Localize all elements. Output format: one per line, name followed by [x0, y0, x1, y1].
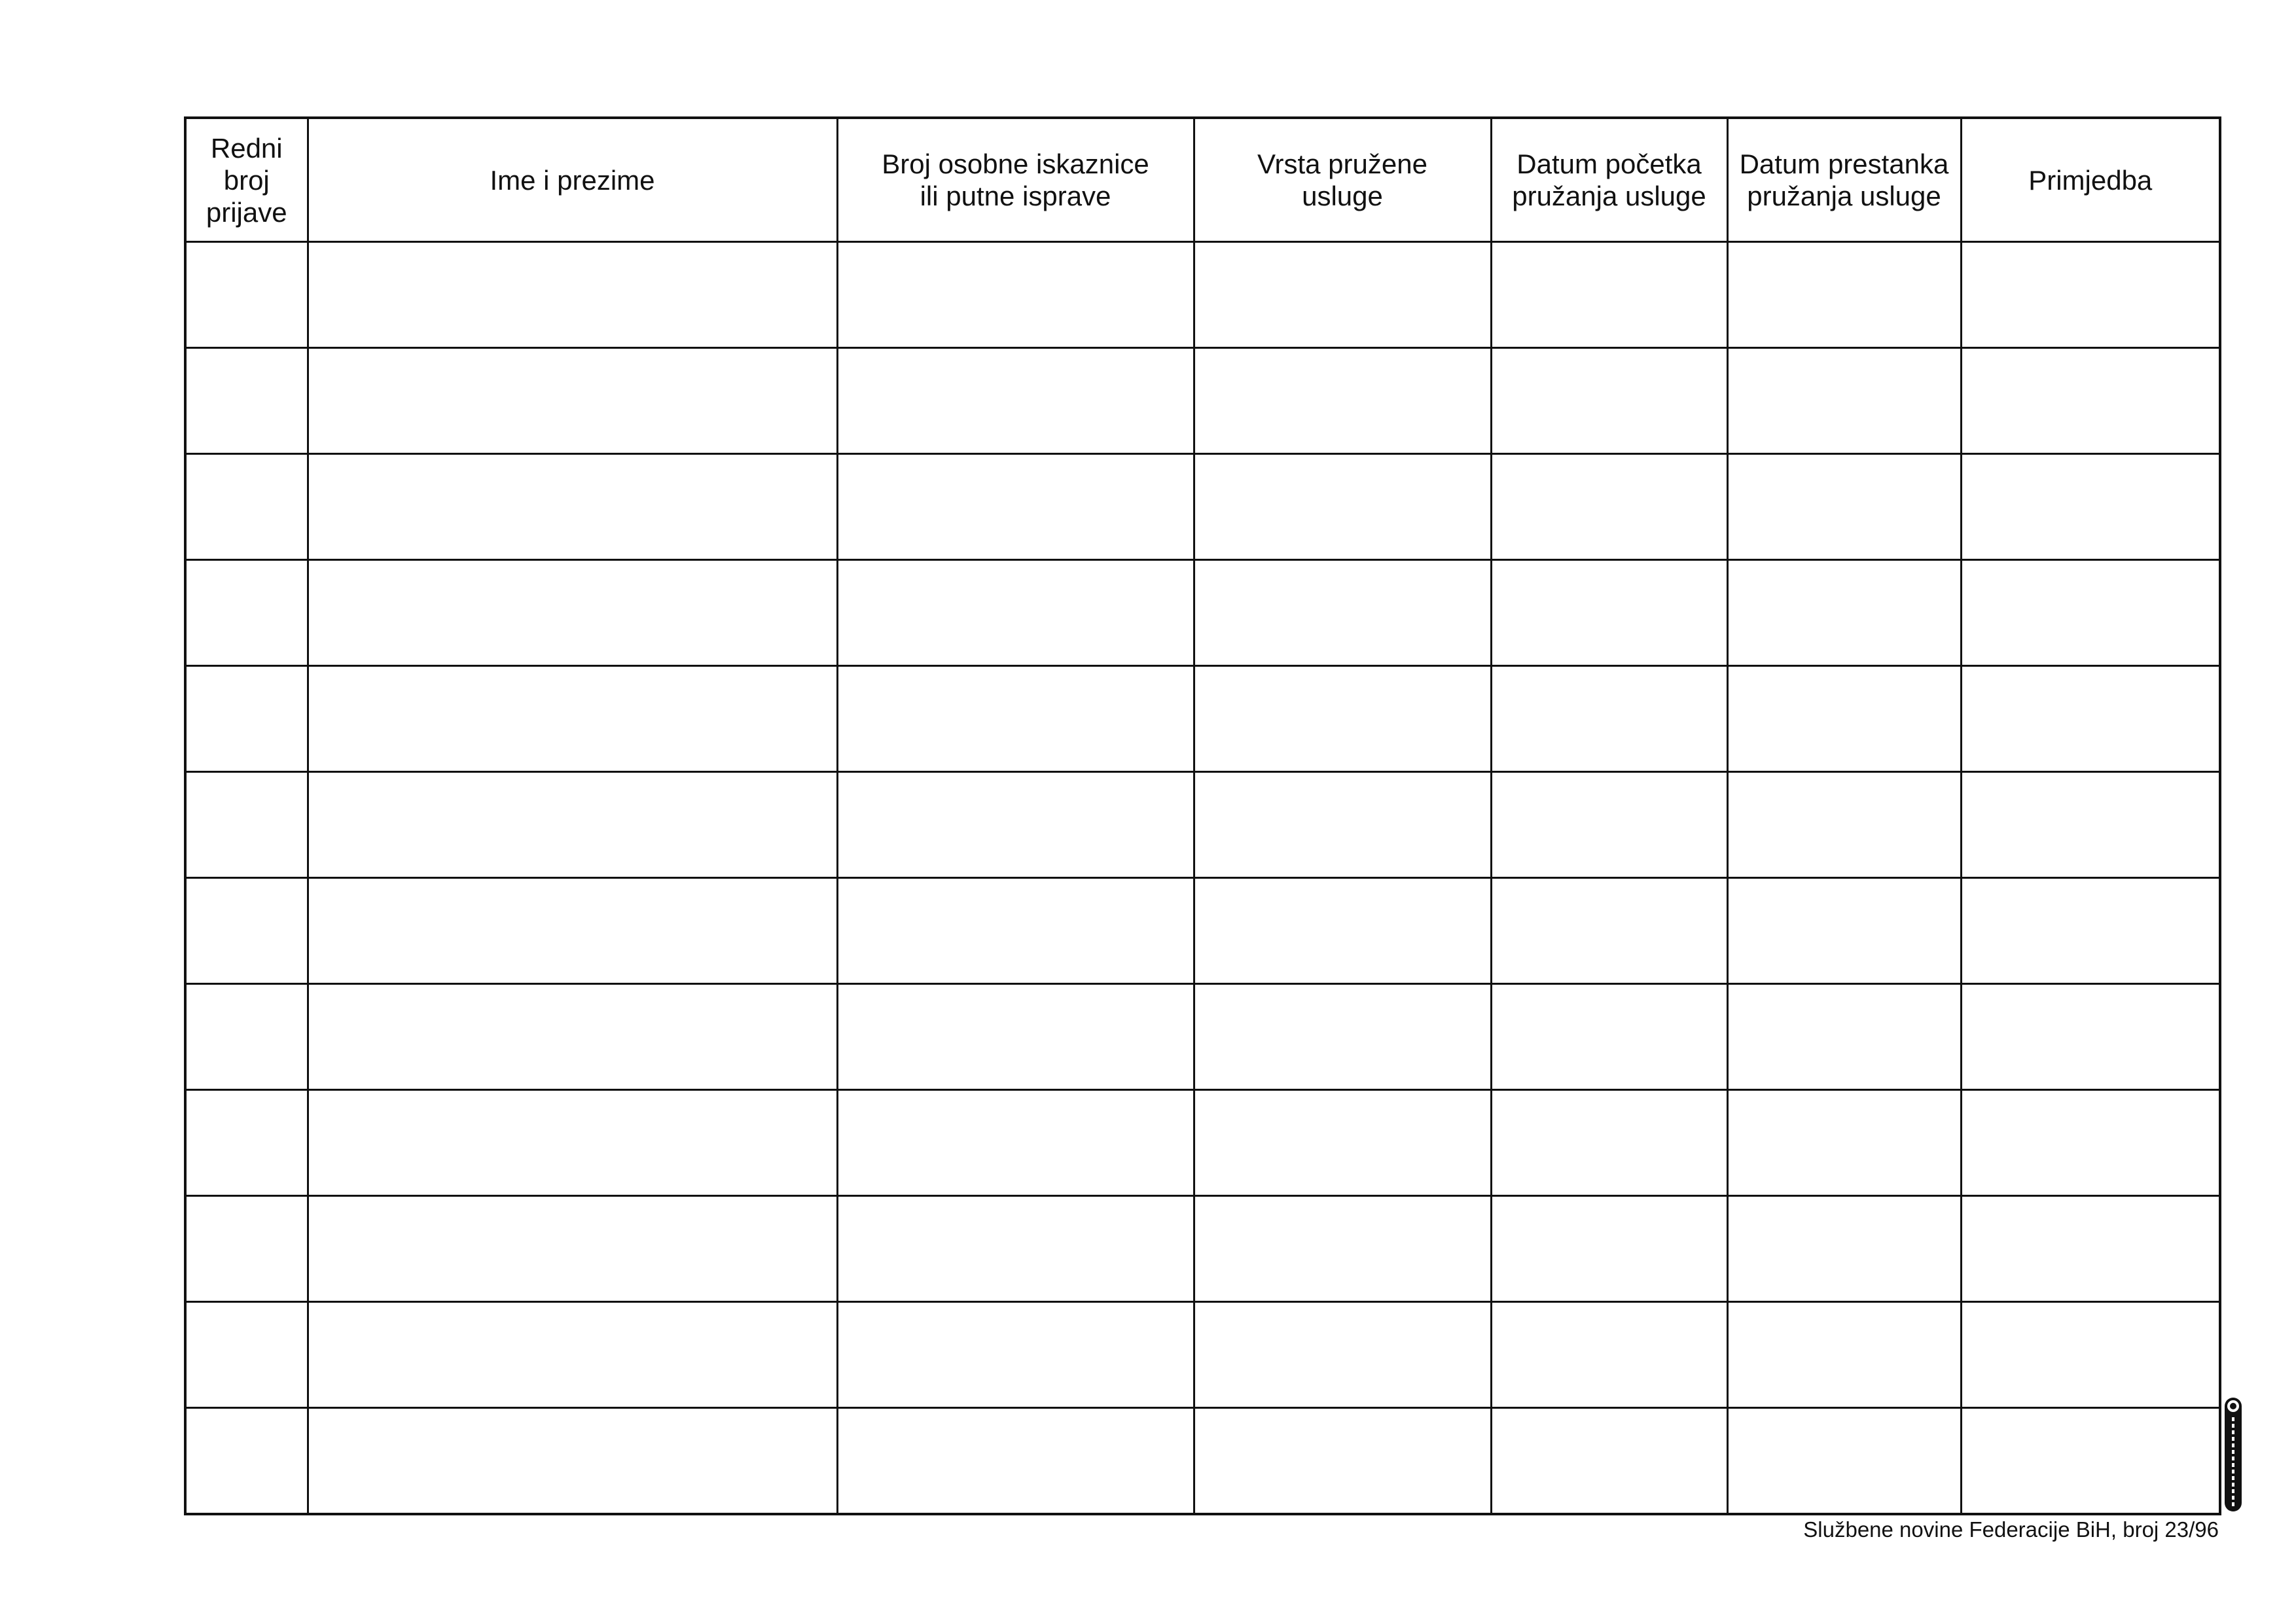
- header-serial-number: Redni broj prijave: [185, 118, 308, 242]
- cell-id-document-number[interactable]: [837, 242, 1194, 348]
- cell-serial-number[interactable]: [185, 1196, 308, 1302]
- cell-service-start-date[interactable]: [1491, 454, 1727, 560]
- cell-remark[interactable]: [1961, 1408, 2220, 1515]
- header-service-type: Vrsta pružene usluge: [1194, 118, 1491, 242]
- cell-remark[interactable]: [1961, 984, 2220, 1090]
- cell-full-name[interactable]: [308, 348, 837, 454]
- cell-full-name[interactable]: [308, 878, 837, 984]
- table-row: [185, 454, 2220, 560]
- cell-id-document-number[interactable]: [837, 560, 1194, 666]
- cell-id-document-number[interactable]: [837, 454, 1194, 560]
- cell-service-start-date[interactable]: [1491, 878, 1727, 984]
- cell-serial-number[interactable]: [185, 1302, 308, 1408]
- cell-service-type[interactable]: [1194, 242, 1491, 348]
- multimedia-print-logo-icon: [2227, 1400, 2239, 1412]
- cell-service-start-date[interactable]: [1491, 666, 1727, 772]
- header-remark: Primjedba: [1961, 118, 2220, 242]
- cell-service-end-date[interactable]: [1727, 1196, 1961, 1302]
- cell-full-name[interactable]: [308, 1408, 837, 1515]
- cell-serial-number[interactable]: [185, 878, 308, 984]
- cell-id-document-number[interactable]: [837, 1302, 1194, 1408]
- cell-serial-number[interactable]: [185, 1090, 308, 1196]
- cell-full-name[interactable]: [308, 242, 837, 348]
- cell-service-end-date[interactable]: [1727, 1090, 1961, 1196]
- table-row: [185, 242, 2220, 348]
- cell-service-type[interactable]: [1194, 984, 1491, 1090]
- cell-service-end-date[interactable]: [1727, 348, 1961, 454]
- cell-service-end-date[interactable]: [1727, 878, 1961, 984]
- cell-service-start-date[interactable]: [1491, 560, 1727, 666]
- cell-remark[interactable]: [1961, 242, 2220, 348]
- table-row: [185, 1090, 2220, 1196]
- table-row: [185, 560, 2220, 666]
- cell-service-type[interactable]: [1194, 454, 1491, 560]
- cell-remark[interactable]: [1961, 348, 2220, 454]
- cell-id-document-number[interactable]: [837, 1090, 1194, 1196]
- cell-service-type[interactable]: [1194, 1090, 1491, 1196]
- cell-service-end-date[interactable]: [1727, 242, 1961, 348]
- cell-service-type[interactable]: [1194, 1196, 1491, 1302]
- cell-service-end-date[interactable]: [1727, 984, 1961, 1090]
- cell-service-end-date[interactable]: [1727, 666, 1961, 772]
- cell-service-type[interactable]: [1194, 1302, 1491, 1408]
- cell-service-start-date[interactable]: [1491, 1408, 1727, 1515]
- cell-id-document-number[interactable]: [837, 348, 1194, 454]
- cell-id-document-number[interactable]: [837, 984, 1194, 1090]
- cell-serial-number[interactable]: [185, 772, 308, 878]
- cell-remark[interactable]: [1961, 666, 2220, 772]
- registration-form-table: [184, 116, 2221, 1515]
- cell-remark[interactable]: [1961, 878, 2220, 984]
- cell-service-start-date[interactable]: [1491, 1196, 1727, 1302]
- cell-remark[interactable]: [1961, 1302, 2220, 1408]
- cell-full-name[interactable]: [308, 454, 837, 560]
- table-row: [185, 666, 2220, 772]
- table-row: [185, 1302, 2220, 1408]
- table-row: [185, 984, 2220, 1090]
- cell-service-type[interactable]: [1194, 772, 1491, 878]
- footer-source: Službene novine Federacije BiH, broj 23/96: [1803, 1517, 2219, 1542]
- table-row: [185, 348, 2220, 454]
- cell-remark[interactable]: [1961, 1196, 2220, 1302]
- cell-service-end-date[interactable]: [1727, 560, 1961, 666]
- table-row: [185, 772, 2220, 878]
- cell-serial-number[interactable]: [185, 1408, 308, 1515]
- cell-full-name[interactable]: [308, 666, 837, 772]
- header-service-end-date: Datum prestanka pružanja usluge: [1727, 118, 1961, 242]
- cell-service-start-date[interactable]: [1491, 1090, 1727, 1196]
- cell-service-start-date[interactable]: [1491, 242, 1727, 348]
- cell-id-document-number[interactable]: [837, 1196, 1194, 1302]
- cell-id-document-number[interactable]: [837, 1408, 1194, 1515]
- cell-full-name[interactable]: [308, 1302, 837, 1408]
- cell-full-name[interactable]: [308, 1196, 837, 1302]
- multimedia-print-wordmark-icon: [2232, 1417, 2234, 1506]
- cell-service-type[interactable]: [1194, 878, 1491, 984]
- cell-full-name[interactable]: [308, 1090, 837, 1196]
- cell-id-document-number[interactable]: [837, 666, 1194, 772]
- cell-serial-number[interactable]: [185, 666, 308, 772]
- cell-id-document-number[interactable]: [837, 772, 1194, 878]
- header-row: [185, 118, 2220, 242]
- cell-service-type[interactable]: [1194, 560, 1491, 666]
- cell-full-name[interactable]: [308, 772, 837, 878]
- cell-serial-number[interactable]: [185, 348, 308, 454]
- header-service-start-date: Datum početka pružanja usluge: [1491, 118, 1727, 242]
- cell-service-end-date[interactable]: [1727, 772, 1961, 878]
- header-id-document-number: Broj osobne iskaznice ili putne isprave: [837, 118, 1194, 242]
- header-full-name: Ime i prezime: [308, 118, 837, 242]
- cell-service-end-date[interactable]: [1727, 1302, 1961, 1408]
- cell-remark[interactable]: [1961, 1090, 2220, 1196]
- cell-service-start-date[interactable]: [1491, 984, 1727, 1090]
- table-row: [185, 1408, 2220, 1515]
- cell-service-end-date[interactable]: [1727, 454, 1961, 560]
- cell-serial-number[interactable]: [185, 242, 308, 348]
- table-row: [185, 1196, 2220, 1302]
- cell-serial-number[interactable]: [185, 984, 308, 1090]
- cell-service-start-date[interactable]: [1491, 1302, 1727, 1408]
- cell-remark[interactable]: [1961, 454, 2220, 560]
- table-body: [185, 242, 2220, 1515]
- cell-service-type[interactable]: [1194, 666, 1491, 772]
- cell-remark[interactable]: [1961, 772, 2220, 878]
- table-row: [185, 878, 2220, 984]
- cell-remark[interactable]: [1961, 560, 2220, 666]
- cell-serial-number[interactable]: [185, 454, 308, 560]
- cell-serial-number[interactable]: [185, 560, 308, 666]
- cell-full-name[interactable]: [308, 984, 837, 1090]
- cell-service-end-date[interactable]: [1727, 1408, 1961, 1515]
- printer-logo-badge: [2225, 1398, 2242, 1511]
- cell-service-type[interactable]: [1194, 348, 1491, 454]
- cell-service-start-date[interactable]: [1491, 772, 1727, 878]
- cell-service-start-date[interactable]: [1491, 348, 1727, 454]
- cell-full-name[interactable]: [308, 560, 837, 666]
- cell-id-document-number[interactable]: [837, 878, 1194, 984]
- cell-service-type[interactable]: [1194, 1408, 1491, 1515]
